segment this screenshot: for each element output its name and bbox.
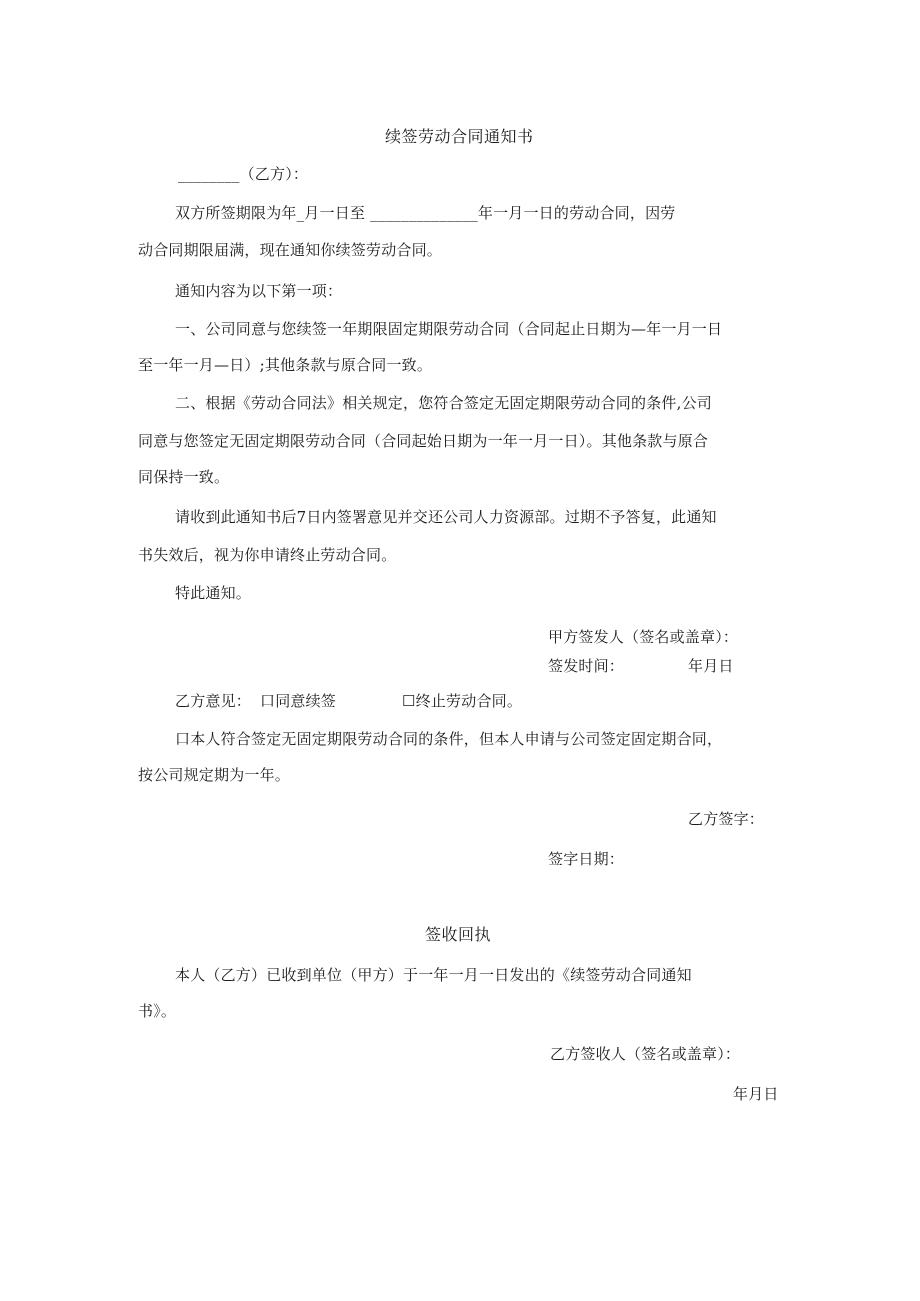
item-two-line: 同保持一致。 <box>138 468 230 486</box>
item-one-line: 一、公司同意与您续签一年期限固定期限劳动合同（合同起止日期为—年一月一日 <box>175 320 723 338</box>
issue-date: 年月日 <box>688 657 734 675</box>
issuer-signature-label: 甲方签发人（签名或盖章）： <box>548 628 739 646</box>
notice-intro: 通知内容为以下第一项： <box>175 282 343 300</box>
issue-time-label: 签发时间： <box>548 657 625 675</box>
receipt-line: 本人（乙方）已收到单位（甲方）于一年一月一日发出的《续签劳动合同通知 <box>175 966 692 984</box>
closing-text: 特此通知。 <box>175 584 252 602</box>
paragraph-line: 动合同期限届满，现在通知你续签劳动合同。 <box>138 241 443 259</box>
notice-title: 续签劳动合同通知书 <box>385 127 534 146</box>
opinion-label: 乙方意见： <box>175 692 252 710</box>
item-two-line: 二、根据《劳动合同法》相关规定，您符合签定无固定期限劳动合同的条件,公司 <box>175 394 712 412</box>
option-renew[interactable]: 口同意续签 <box>260 692 337 710</box>
sign-date-label: 签字日期： <box>548 850 625 868</box>
option-fixed-term-line: 按公司规定期为一年。 <box>138 766 291 784</box>
receipt-date: 年月日 <box>733 1085 779 1103</box>
addressee-line: ________（乙方）： <box>178 165 309 183</box>
reply-instruction-line: 书失效后，视为你申请终止劳动合同。 <box>138 546 397 564</box>
item-one-line: 至一年一月—日）;其他条款与原合同一致。 <box>138 356 433 374</box>
receipt-signer-label: 乙方签收人（签名或盖章）： <box>550 1045 741 1063</box>
option-fixed-term-line[interactable]: 口本人符合签定无固定期限劳动合同的条件，但本人申请与公司签定固定期合同， <box>175 730 723 748</box>
option-terminate[interactable]: ☐终止劳动合同。 <box>402 692 523 710</box>
receipt-title: 签收回执 <box>425 925 492 944</box>
paragraph-line: 双方所签期限为年_月一日至 ______________年一月一日的劳动合同，因劳 <box>175 204 676 222</box>
receipt-line: 书》。 <box>138 1002 177 1020</box>
party-b-signature-label: 乙方签字： <box>688 810 765 828</box>
reply-instruction-line: 请收到此通知书后7日内签署意见并交还公司人力资源部。过期不予答复，此通知 <box>175 508 717 526</box>
item-two-line: 同意与您签定无固定期限劳动合同（合同起始日期为一年一月一日）。其他条款与原合 <box>138 432 709 450</box>
